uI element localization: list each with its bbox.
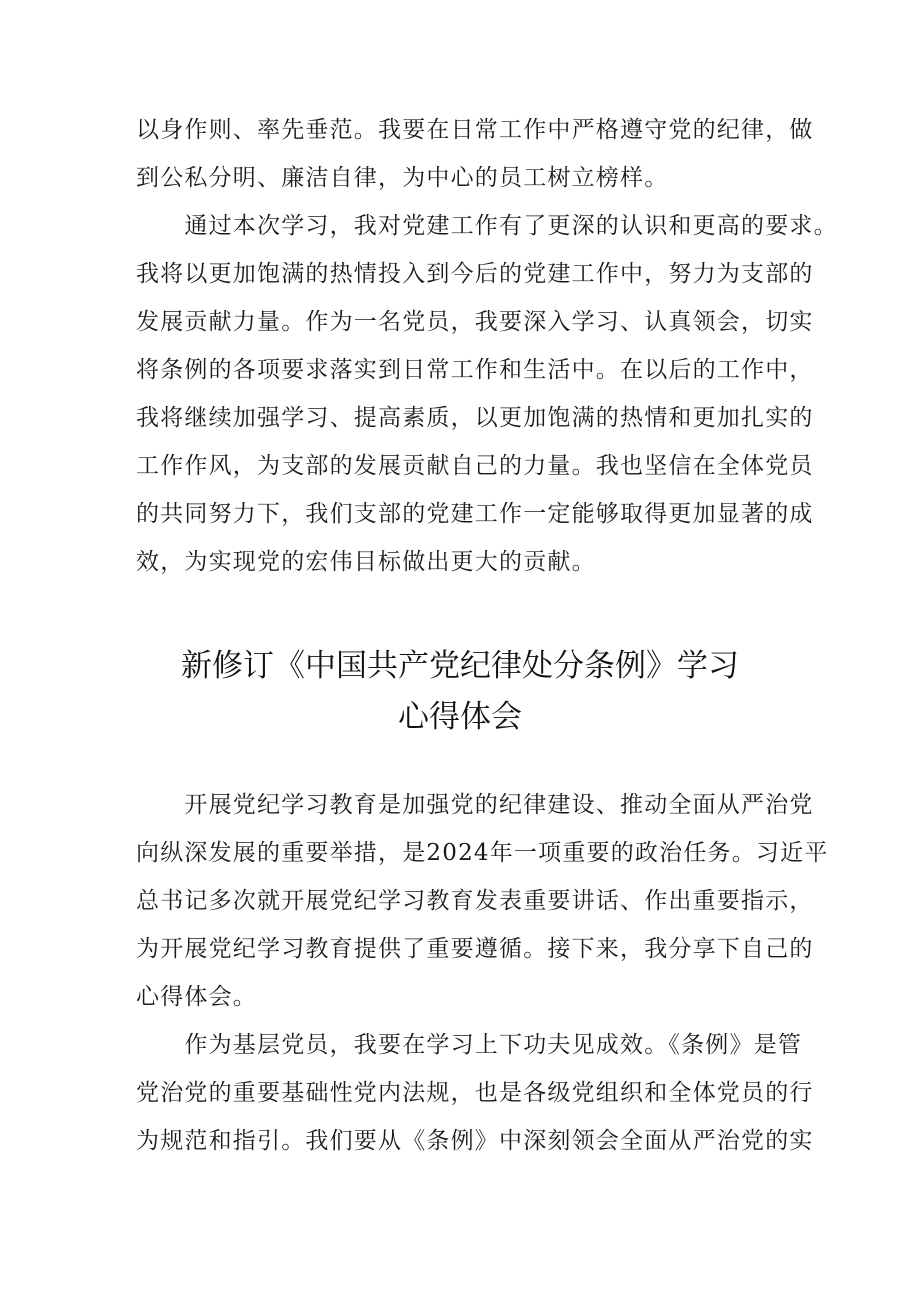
paragraph-line: 为规范和指引。我们要从《条例》中深刻领会全面从严治党的实 xyxy=(136,1128,814,1154)
article-title-line-1: 新修订《中国共产党纪律处分条例》学习 xyxy=(181,648,739,684)
paragraph-line: 为开展党纪学习教育提供了重要遵循。接下来，我分享下自己的 xyxy=(136,936,814,962)
paragraph-line: 通过本次学习，我对党建工作有了更深的认识和更高的要求。 xyxy=(136,213,838,239)
paragraph-line: 我将以更加饱满的热情投入到今后的党建工作中，努力为支部的 xyxy=(136,261,814,287)
paragraph-line: 到公私分明、廉洁自律，为中心的员工树立榜样。 xyxy=(136,165,669,191)
paragraph-line: 向纵深发展的重要举措，是2024年一项重要的政治任务。习近平 xyxy=(136,840,829,866)
paragraph-line: 发展贡献力量。作为一名党员，我要深入学习、认真领会，切实 xyxy=(136,309,814,335)
paragraph-line: 总书记多次就开展党纪学习教育发表重要讲话、作出重要指示， xyxy=(136,888,814,914)
paragraph-line: 心得体会。 xyxy=(136,984,257,1010)
paragraph-line: 作为基层党员，我要在学习上下功夫见成效。《条例》是管 xyxy=(136,1032,803,1058)
paragraph-line: 效，为实现党的宏伟目标做出更大的贡献。 xyxy=(136,549,596,575)
paragraph-line: 开展党纪学习教育是加强党的纪律建设、推动全面从严治党 xyxy=(136,792,814,818)
paragraph-line: 工作作风，为支部的发展贡献自己的力量。我也坚信在全体党员 xyxy=(136,453,814,479)
paragraph-line: 党治党的重要基础性党内法规，也是各级党组织和全体党员的行 xyxy=(136,1080,814,1106)
paragraph-line: 我将继续加强学习、提高素质，以更加饱满的热情和更加扎实的 xyxy=(136,405,814,431)
article-title-line-2: 心得体会 xyxy=(398,699,522,735)
paragraph-line: 的共同努力下，我们支部的党建工作一定能够取得更加显著的成 xyxy=(136,501,814,527)
paragraph-line: 以身作则、率先垂范。我要在日常工作中严格遵守党的纪律，做 xyxy=(136,117,814,143)
paragraph-line: 将条例的各项要求落实到日常工作和生活中。在以后的工作中， xyxy=(136,357,814,383)
